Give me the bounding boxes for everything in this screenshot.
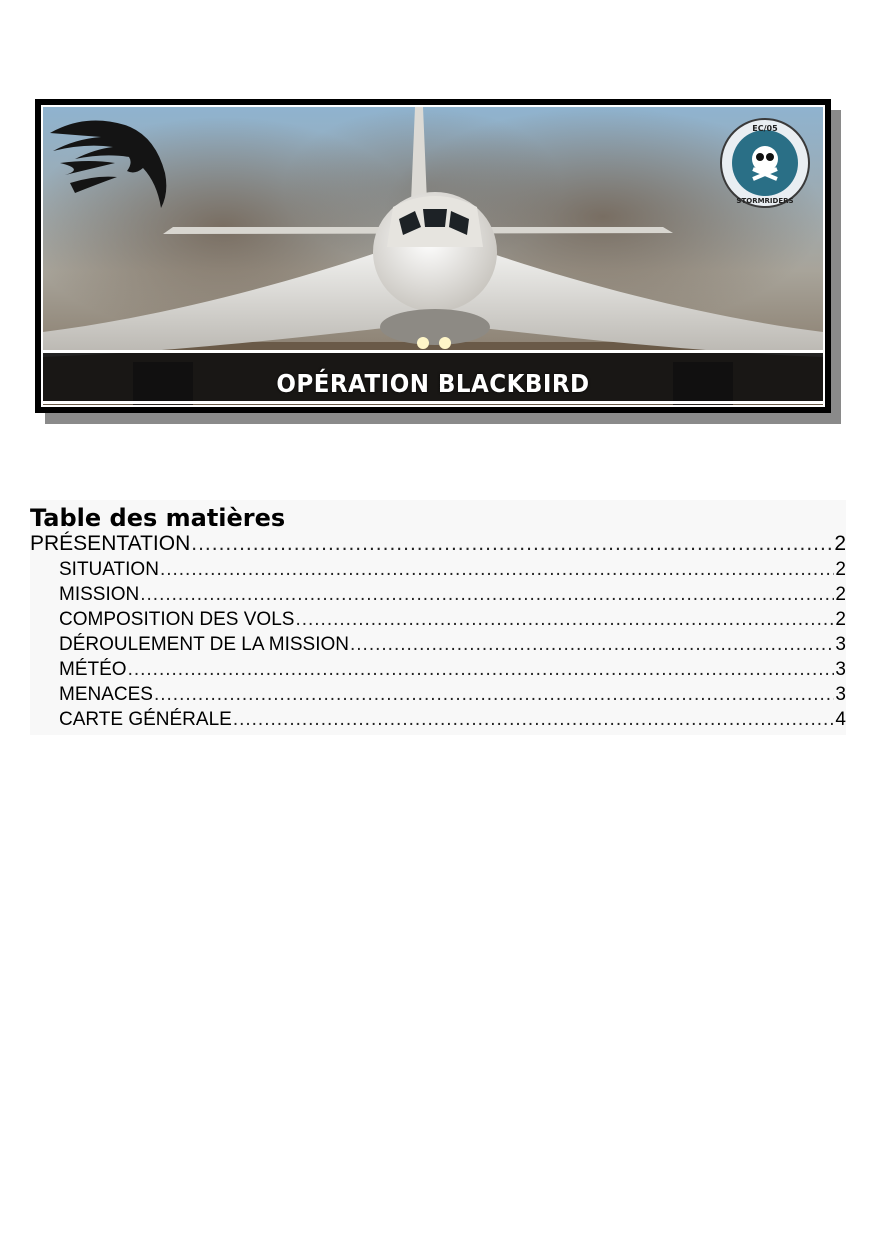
toc-entry-page-number: 2 bbox=[835, 584, 846, 605]
toc-leader-dots bbox=[140, 584, 834, 606]
header-banner bbox=[35, 99, 831, 413]
squadron-badge-icon bbox=[717, 117, 813, 209]
toc-entry-label: MENACES bbox=[59, 684, 153, 705]
toc-entry[interactable] bbox=[30, 584, 846, 606]
toc-leader-dots bbox=[191, 532, 833, 556]
toc-entry[interactable] bbox=[30, 532, 846, 556]
banner-title: OPÉRATION BLACKBIRD bbox=[276, 368, 590, 398]
toc-entry[interactable] bbox=[30, 634, 846, 656]
badge-top-text: EC/05 bbox=[752, 124, 778, 133]
toc-entry-page-number: 3 bbox=[835, 684, 846, 705]
badge-bottom-text: STORMRIDERS bbox=[736, 197, 794, 205]
toc-entry-label: DÉROULEMENT DE LA MISSION bbox=[59, 634, 349, 655]
table-of-contents bbox=[30, 500, 846, 735]
toc-leader-dots bbox=[233, 709, 835, 731]
toc-leader-dots bbox=[295, 609, 834, 631]
toc-leader-dots bbox=[154, 684, 834, 706]
toc-heading: Table des matières bbox=[30, 504, 286, 532]
toc-entry-page-number: 4 bbox=[835, 709, 846, 730]
eagle-logo-icon bbox=[45, 113, 170, 208]
toc-entry[interactable] bbox=[30, 684, 846, 706]
toc-entry-label: MISSION bbox=[59, 584, 140, 605]
toc-entry-page-number: 2 bbox=[835, 559, 846, 580]
toc-leader-dots bbox=[350, 634, 834, 656]
toc-entry-page-number: 2 bbox=[835, 609, 846, 630]
toc-entry[interactable] bbox=[30, 659, 846, 681]
toc-entry[interactable] bbox=[30, 609, 846, 631]
toc-entry-page-number: 2 bbox=[834, 532, 846, 555]
toc-entry-label: CARTE GÉNÉRALE bbox=[59, 709, 232, 730]
toc-entry-label: MÉTÉO bbox=[59, 659, 127, 680]
toc-entry-page-number: 3 bbox=[835, 659, 846, 680]
toc-leader-dots bbox=[128, 659, 835, 681]
toc-entry-label: PRÉSENTATION bbox=[30, 532, 191, 555]
toc-entry[interactable] bbox=[30, 709, 846, 731]
toc-entry-label: COMPOSITION DES VOLS bbox=[59, 609, 295, 630]
toc-entry-page-number: 3 bbox=[835, 634, 846, 655]
toc-entry-label: SITUATION bbox=[59, 559, 159, 580]
toc-leader-dots bbox=[160, 559, 834, 581]
banner-image bbox=[41, 105, 825, 407]
toc-entry[interactable] bbox=[30, 559, 846, 581]
